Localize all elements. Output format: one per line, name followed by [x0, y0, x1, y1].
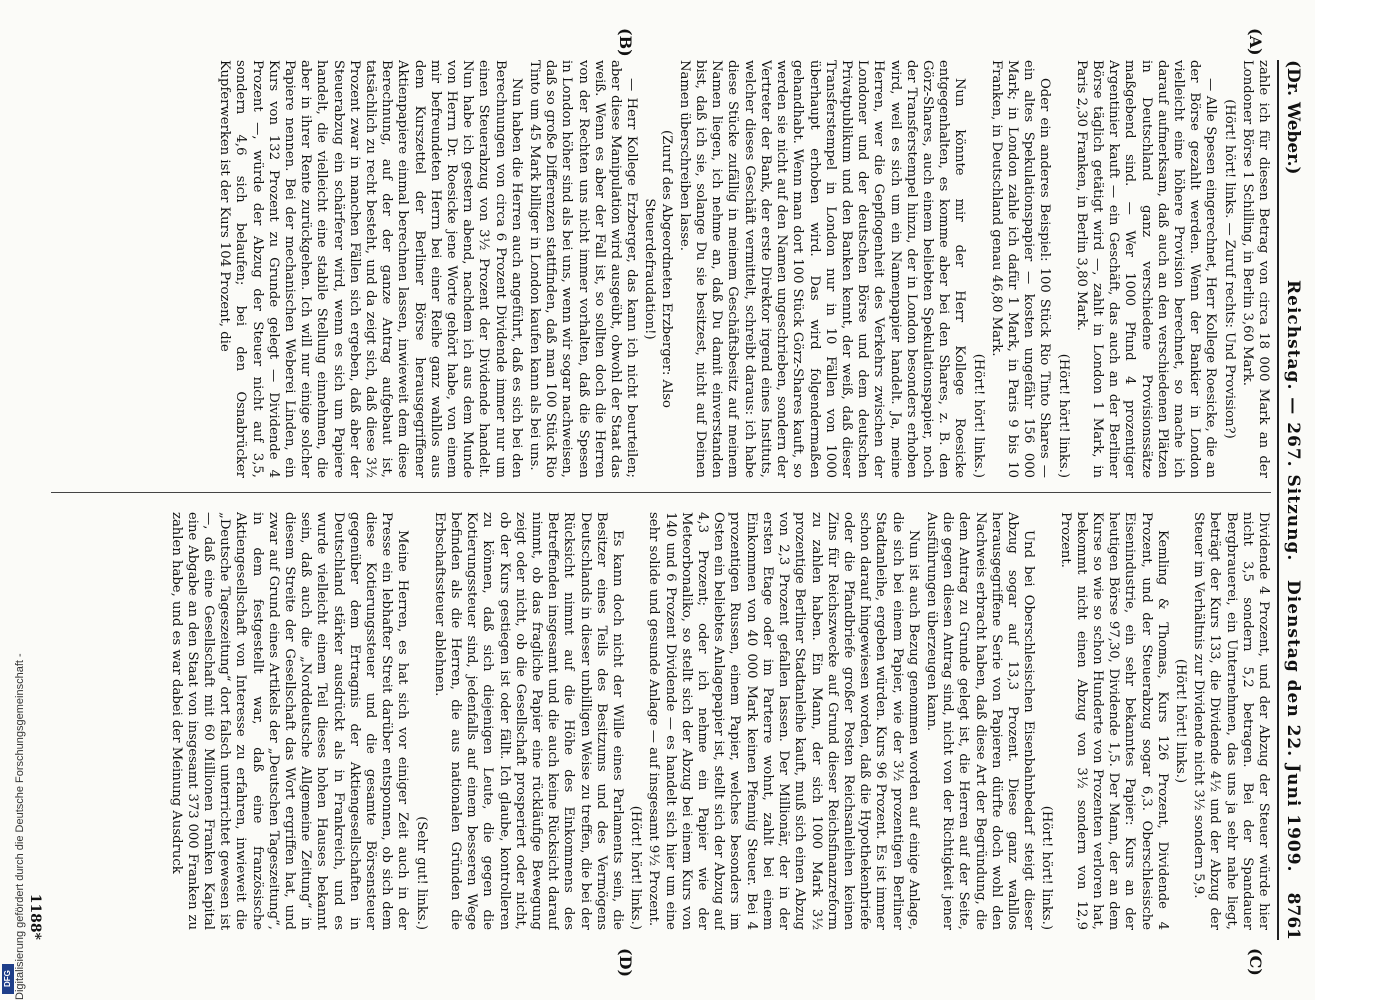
margin-marker-b: (B): [616, 28, 635, 57]
interjection: (Hört! hört! links. — Zuruf rechts: Und Provision?): [1221, 99, 1237, 439]
text-column-right: [51, 512, 1271, 930]
interjection: (Hört! hört! links.): [628, 805, 644, 930]
paragraph: Meine Herren, es hat sich vor einiger Zeit auch in der Presse ein lebhafter Streit darüber entsponnen, ob sich dem diese Kotierungssteuer und die gesamte Börsensteuer gegenüber dem Ertragnis der Aktiengesellschaften in Deutschland stärker ausdrückt als in Frankreich, und es wurde vielleicht einem Teil dieses hohen Hauses bekannt sein, daß auch die „Norddeutsche Allgemeine Zeitung“ in diesem Streite der Gesellschaft das Wort ergriffen hat, und zwar auf Grund eines Artikels der „Deutschen Tageszeitung“, in dem festgestellt war, daß eine französische Aktiengesellschaft von Interesse zu erfahren, inwieweit die „Deutsche Tageszeitung“ dort falsch unterrichtet gewesen ist —, daß eine Gesellschaft mit 60 Millionen Franken Kapital eine Abgabe an den Staat von insgesamt 373 000 Franken zu zahlen habe, und es war dabei der Meinung Ausdruck: [168, 512, 411, 930]
page-number: 8761: [1283, 892, 1303, 940]
column-divider: [51, 492, 1271, 493]
margin-marker-d: (D): [616, 948, 635, 978]
paragraph: Dividende 4 Prozent, und der Abzug der Steuer würde hier nicht 3,5 sondern 5,2 betragen. Bei der Spandauer Bergbrauerei, ein Unternehmen, das uns ja sehr nahe liegt, beträgt der Kurs 133, die Dividende 4½ und der Abzug der Steuer im Verhältnis zur Dividende nicht 3½ sondern 5,9.: [1191, 512, 1271, 930]
margin-marker-c: (C): [1246, 948, 1265, 976]
session-date: Dienstag den 22. Juni 1909.: [1283, 580, 1303, 873]
paragraph: Nun könnte mir der Herr Kollege Roesicke entgegenhalten, es komme aber bei den Shares, z. B. den Görz-Shares, auch einem beliebten Spekulationspapier, noch der Transferstempel hinzu, der in London besonders erhoben wird, weil es sich um ein Namenpapier handelt. Ja, meine Herren, wer die Gepflogenheit des Verkehrs zwischen der Londoner und der deutschen Börse und dem deutschen Privatpublikum und den Banken kennt, der weiß, daß dieser Transferstempel in London nur in 10 Fällen von 1000 überhaupt erhoben wird. Das wird folgendermaßen gehandhabt. Wenn man dort 100 Stück Görz-Shares kauft, so werden sie nicht auf den Namen ungeschrieben, sondern der Vertreter der Bank, der erste Direktor irgend eines Instituts, welcher dieses Geschäft vermittelt, schreibt daraus: ich habe diese Stücke zufällig in meinem Geschäftsbesitz auf meinem Namen liegen, ich nehme an, daß Du damit einverstanden bist, daß ich sie, solange Du sie besitzest, nicht auf Deinen Namen überschreiben lasse.: [676, 60, 968, 478]
paragraph: Und bei Oberschlesischen Eisenbahnbedarf steigt dieser Abzug sogar auf 13,3 Prozent. Diese ganz wahllos herausgegriffene Serie von Papieren dürfte doch wohl den Nachweis erbracht haben, daß diese Art der Begründung, die dem Antrag zu Grunde gelegt ist, die Herren auf der Seite, die gegen diesen Antrag sind, nicht von der Richtigkeit jener Ausführungen überzeugen kann.: [923, 512, 1037, 930]
interjection: (Hört! hört! links.): [1039, 805, 1055, 930]
page-header: [1277, 60, 1307, 940]
speaker-label: (Dr. Weber.): [1283, 60, 1303, 175]
digitization-credit: Digitalisierung gefördert durch die Deutsche Forschungsgemeinschaft -: [14, 653, 26, 1000]
interjection: (Hört! hört! links.): [1172, 658, 1188, 784]
interjection: (Hört! hört! links.): [1055, 353, 1071, 478]
sheet-number: 1188*: [27, 893, 43, 940]
interjection: (Hört! hört! links.): [970, 353, 986, 478]
text-column-left: [51, 60, 1271, 478]
paragraph: — Alle Spesen eingerechnet, Herr Kollege Roesicke, die an der Börse gezahlt werden. Wenn der Bankier in London vielleicht eine höhere Provision berechnet, so mache ich darauf aufmerksam, daß auch an den verschiedenen Plätzen in Deutschland ganz verschiedene Provisionssätze maßgebend sind. — Wer 1000 Pfund 4 prozentiger Argentinier kauft — ein Geschäft, das auch an der Berliner Börse täglich getätigt wird —, zahlt in London 1 Mark, in Paris 2,30 Franken, in Berlin 3,80 Mark.: [1073, 60, 1219, 478]
paragraph: Nun haben die Herren auch angeführt, daß es sich bei den Berechnungen von circa 6 Prozent Dividende immer nur um einen Steuerabzug von 3½ Prozent der Dividende handelt. Nun habe ich gestern abend, nachdem ich aus dem Munde von Herrn Dr. Roesicke jene Worte gehört habe, von einem mir befreundeten Herrn bei einer Reihe ganz wahllos aus dem Kurszettel der Berliner Börse herausgegriffener Aktienpapiere einmal berechnen lassen, inwieweit dem diese Berechnung, auf der der ganze Antrag aufgebaut ist, tatsächlich zu recht besteht, und da zeigt sich, daß diese 3½ Prozent zwar in manchen Fällen sich ergeben, daß aber der Steuerabzug ein schärferer wird, wenn es sich um Papiere handelt, die vielleicht eine stabile Stellung einnehmen, die aber in ihrer Rente zurückgehen. Ich will nur einige solcher Papiere nennen. Bei der mechanischen Weberei Linden, ein Kurs von 132 Prozent zu Grunde gelegt — Dividende 4 Prozent —, würde der Abzug der Steuer nicht auf 3,5, sondern 4,6 sich belaufen; bei den Osnabrücker Kupferwerken ist der Kurs 104 Prozent, die: [217, 60, 524, 478]
paragraph: Es kann doch nicht der Wille eines Parlaments sein, die Besitzer eines Teils des Besitzums und des Vermögens Deutschlands in dieser unbilligen Weise zu treffen, die bei der Rücksicht nimmt auf die Höhe des Einkommens des Betreffenden insgesamt und die auch keine Rücksicht darauf nimmt, ob das fragliche Papier eine rückläufige Bewegung zeigt oder nicht, ob die Gesellschaft prosperiert oder nicht, ob der Kurs gestiegen ist oder fällt. Ich glaube, kontrolleren zu können, daß sich diejenigen Leute, die gegen die Kotierungssteuer sind, jedenfalls auf einem besseren Wege befinden als die Herren, die aus nationalen Gründen die Erbschaftssteuer ablehnen.: [431, 512, 626, 930]
paragraph: — Herr Kollege Erzberger, das kann ich nicht beurteilen; aber diese Manipulation wird ausgeübt, obwohl der Staat das weiß. Wenn es aber der Fall ist, so sollten doch die Herren von der Rechten uns nicht immer vorhalten, daß die Spesen in London höher sind als bei uns, wenn wir sogar nachweisen, daß so große Differenzen stattfinden, daß man 100 Stück Rio Tinto um 45 Mark billiger in London kaufen kann als bei uns.: [527, 60, 640, 478]
interjection: (Zuruf des Abgeordneten Erzberger: Also Steuerdefraudation!): [642, 130, 674, 408]
margin-marker-a: (A): [1246, 28, 1265, 56]
paragraph: Kemling & Thomas, Kurs 126 Prozent, Dividende 4 Prozent, und der Steuerabzug sogar 6,3. Oberschlesische Eisenindustrie, ein sehr bekanntes Papier: Kurs an der heutigen Börse 97,30, Dividende 1,5. Der Mann, der an dem Kurse so wie so schon Hunderte von Prozenten verloren hat, bekommt nicht einen Abzug von 3½ sondern von 12,9 Prozent.: [1057, 512, 1170, 930]
page-title: Reichstag. — 267. Sitzung.: [1283, 280, 1303, 562]
interjection: (Sehr gut! links.): [413, 816, 429, 930]
paragraph: zahle ich für diesen Betrag von circa 18 000 Mark an der Londoner Börse 1 Schilling, in Berlin 3,60 Mark.: [1239, 60, 1271, 478]
dfg-logo: DFG: [2, 964, 14, 994]
paragraph: Nun ist auch Bezug genommen worden auf einige Anlage, die sich bei einem Papier, wie der 3½ prozentigen Berliner Stadtanleihe, ergeben würden. Kurs 96 Prozent. Es ist immer schon darauf hingewiesen worden, daß die Hypothekenbriefe oder die Pfandbriefe großer Posten Reichsanleihen keinen Zins für Reichszwecke auf Grund dieser Reichsfinanzreform zu zahlen haben. Ein Mann, der sich 1000 Mark 3½ prozentige Berliner Stadtanleihe kauft, muß sich einen Abzug von 2,3 Prozent gefallen lassen. Der Millionär, der in der ersten Etage oder im Parterre wohnt, zahlt bei einem Einkommen von 40 000 Mark keinen Pfennig Steuer. Bei 4 prozentigen Russen, einem Papier, welches besonders im Osten ein beliebtes Anlagepapier ist, stellt sich der Abzug auf 4,3 Prozent; oder ich nehme ein Papier wie der Meteorbonaliko, so stellt sich der Abzug bei einem Kurs von 140 und 6 Prozent Dividende — es handelt sich hier um eine sehr solide und gesunde Anlage — auf insgesamt 9½ Prozent.: [646, 512, 921, 930]
paragraph: Oder ein anderes Beispiel: 100 Stück Rio Tinto Shares — ein altes Spekulationspapier — kosten ungefähr 156 000 Mark; in London zahle ich dafür 1 Mark, in Paris 9 bis 10 Franken, in Deutschland genau 46,80 Mark.: [988, 60, 1053, 478]
